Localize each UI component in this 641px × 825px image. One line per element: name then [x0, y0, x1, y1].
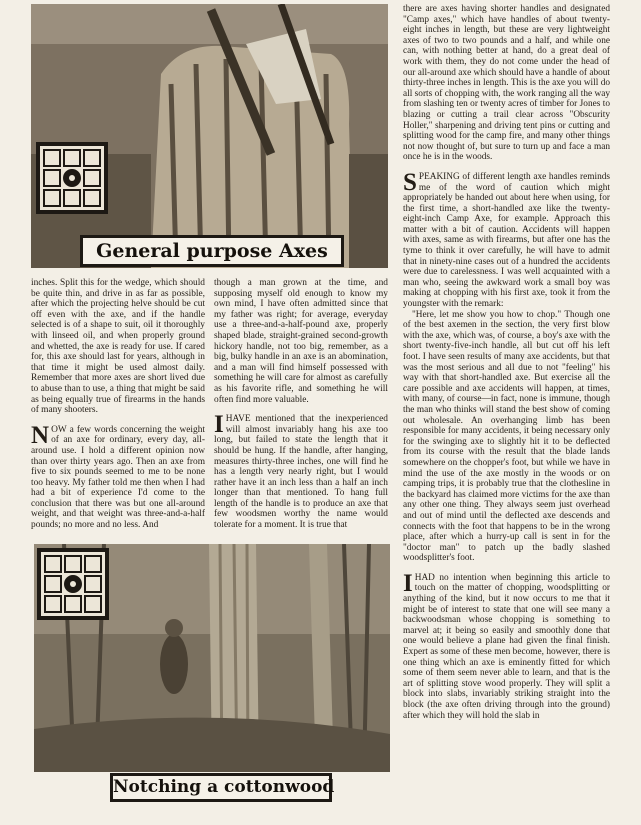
- paragraph-accidents: "Here, let me show you how to chop." Though one of the best axemen in the section, the very first blow with the axe, which was, of course, a boy's axe with the short twenty-five-inch handle, all but cut off his left foot. I have seen results of many axe accidents, but that was the most serious and all due to not "feeling" his way with that short-handled axe. But exercise all the care possible and axe accidents will happen, at times, with many, of course—in fact, none is immune, though the man who thinks will stand the best show of coming out wholesale. An overhanging limb has been responsible for many accidents, it being necessary only for the swinging axe to slightly hit it to be deflected from its course with the result that the blade lands somewhere on the chopper's foot, but while we have in mind the use of the axe mostly in the woods or on camping trips, it is probably true that the clothesline in the backyard has claimed more victims for the axe than any other one thing. They always seem just overhead and out of mind until the deflected axe descends and connects with the foot that happens to be in the wrong place, after which a hurry-up call is sent in for the "doctor man" to patch up the badly slashed woodsplitter's foot.: [403, 309, 610, 564]
- drop-cap: N: [31, 421, 50, 449]
- text-column-right: [403, 4, 610, 721]
- drop-cap: S: [403, 168, 417, 196]
- paragraph-caution: SPEAKING of different length axe handles reminds me of the word of caution which might appropriately be handed out about here when using, for the first time, a short-handled axe like the twenty-eight-inch Camp Axe, for example. Approach this matter with a bit of caution. Accidents will happen with axes, same as with firearms, but after one has the tyme to think it over carefully, he will have to admit that in ninety-nine cases out of a hundred the accidents were due to carelessness. I was well acquainted with a man who, seeing the awkward work a small boy was making at chopping with his first axe, took it from the youngster with the remark:: [403, 168, 610, 310]
- paragraph-fathers-advice: though a man grown at the time, and supposing myself old enough to know my own mind, I have often admitted since that my father was right; for average, everyday use a three-and-a-half-pound axe, properly shaped blade, straight-grained second-growth hickory handle, not too big, remember, as a big, bulky handle in an axe is an abomination, and a man will find himself possessed with something he will care for almost as carefully as his favorite rifle, and something he will often find more valuable.: [214, 278, 388, 405]
- paragraph-handle-length: IHAVE mentioned that the inexperienced will almost invariably hang his axe too long, but failed to state the length that it should be hung. If the handle, after hanging, measures thirty-three inches, one will find he has a length very nearly right, but I would rather have it an inch less than a half an inch longer than that mentioned. To hang full length of the handle is to produce an axe that few woodsmen worthy the name would tolerate for a moment. It is true that: [214, 411, 388, 531]
- decorative-emblem-top: [36, 142, 108, 214]
- drop-cap: I: [214, 411, 224, 439]
- paragraph-axe-weight: NOW a few words concerning the weight of an axe for ordinary, every day, all-around use. I hold a different opinion now than over thirty years ago. Then an axe from five to six pounds seemed to me to be none too heavy. My father told me then when I had had a bit of experience I'd come to the conclusion that there was but one all-around weight, and that weight was three-and-a-half pounds; no more and no less. And: [31, 421, 205, 531]
- decorative-emblem-bottom: [37, 548, 109, 620]
- caption-general-purpose-axes: General purpose Axes: [80, 235, 344, 267]
- paragraph-woodsplitting: IHAD no intention when beginning this article to touch on the matter of chopping, woodsplitting or anything of the kind, but it now occurs to me that it might be of interest to state that one will see many a backwoodsman whose chopping is something to marvel at; it being so easily and smoothly done that one would believe a plane had given the final finish. Expert as some of these men become, however, there is one thing which an axe is eminently fitted for which some of them seem never able to learn, and that is the art of splitting stove wood properly. They will split a block into slabs, invariably striking straight into the block (the axe often driving through into the ground) after which they will hold the slab in: [403, 569, 610, 721]
- photo-axes-stump: [31, 4, 388, 268]
- text-column-middle: [214, 278, 388, 531]
- caption-notching-cottonwood: Notching a cottonwood: [110, 773, 332, 802]
- text-column-left: [31, 278, 205, 531]
- paragraph-camp-axes: there are axes having shorter handles and designated "Camp axes," which have handles of about twenty-eight inches in length, but these are very lightweight axes of two to two pounds and a half, and while one can, with nothing better at hand, do a great deal of work with them, they do not come under the head of our all-around axe which should have a handle of about thirty-three inches in length. This is the axe you will do all sorts of chopping with, the work ranging all the way from slashing ten or twenty acres of timber for Jones to blazing or cutting a trail clear across "Obscurity Holler," sharpening and driving tent pins or cutting and splitting wood for the camp fire, and many other things not now thought of, but sure to turn up and face a man once he is in the woods.: [403, 4, 610, 163]
- drop-cap: I: [403, 569, 413, 597]
- paragraph-axe-care: inches. Split this for the wedge, which should be quite thin, and drive in as far as possible, after which the projecting helve should be cut off even with the axe, and if the handle selected is of a shape to suit, oil it thoroughly with linseed oil, and when properly ground and whetted, the axe is ready for use. If cared for, this axe should last for years, although in that time it might be used almost daily. Remember that more axes are short lived due to abuse than to use, a thing that might be said as being equally true of firearms in the hands of many shooters.: [31, 278, 205, 416]
